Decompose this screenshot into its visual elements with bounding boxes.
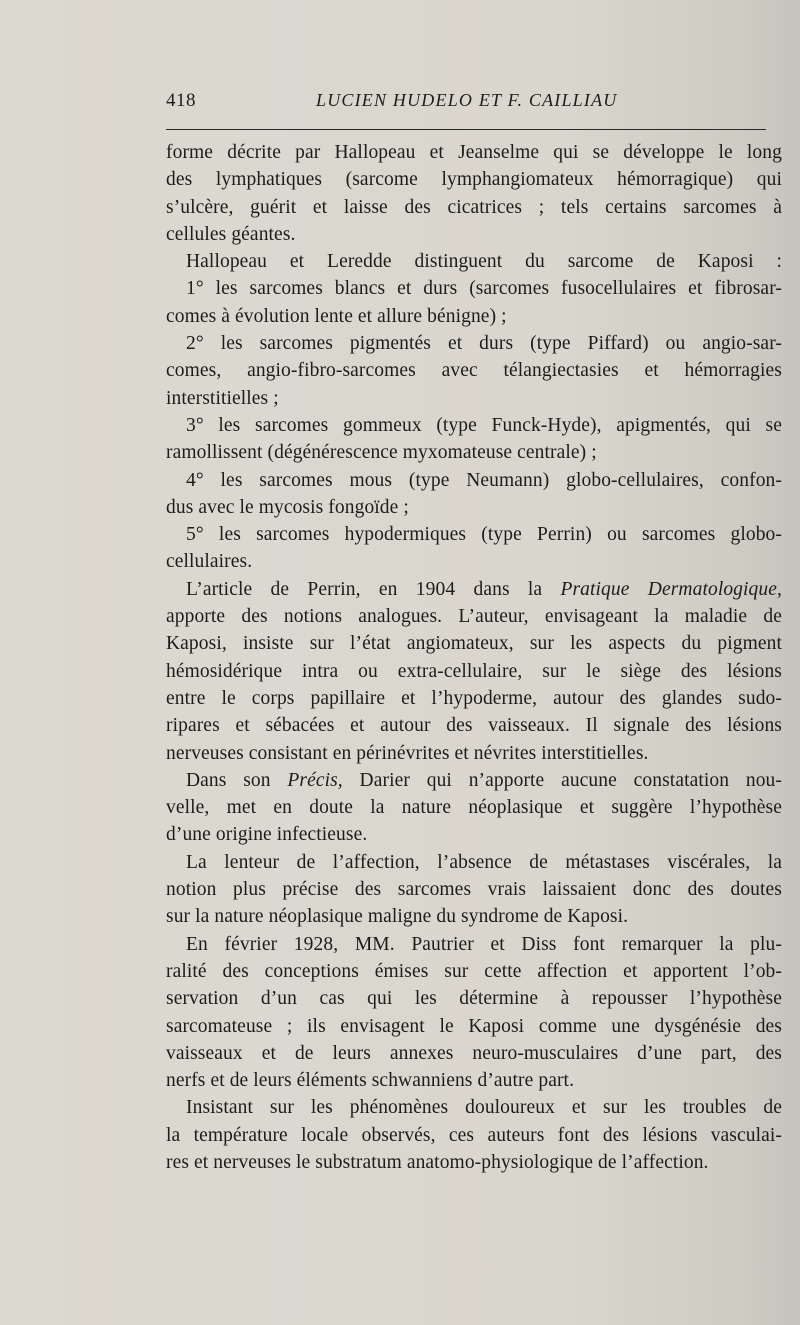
page-header <box>166 90 766 120</box>
text-line: interstitielles ; <box>166 387 279 409</box>
text-line: ralité des conceptions émises sur cette affection et apportent l’ob- <box>166 960 782 982</box>
text-line: comes à évolution lente et allure bénigne) ; <box>166 305 507 327</box>
text-line: des lymphatiques (sarcome lymphangiomateux hémorragique) qui <box>166 169 782 191</box>
text-line: 3° les sarcomes gommeux (type Funck-Hyde), apigmentés, qui se <box>186 414 782 436</box>
text-line: Kaposi, insiste sur l’état angiomateux, sur les aspects du pigment <box>166 633 782 655</box>
text-line: sarcomateuse ; ils envisagent le Kaposi comme une dysgénésie des <box>166 1015 782 1037</box>
text-line: En février 1928, MM. Pautrier et Diss font remarquer la plu- <box>186 933 782 955</box>
text-run: L’article de Perrin, en 1904 dans la <box>186 578 561 600</box>
text-line: ripares et sébacées et autour des vaisseaux. Il signale des lésions <box>166 715 782 737</box>
text-line: 5° les sarcomes hypodermiques (type Perrin) ou sarcomes globo- <box>186 524 782 546</box>
running-head: LUCIEN HUDELO ET F. CAILLIAU <box>316 90 618 110</box>
text-line: entre le corps papillaire et l’hypoderme, autour des glandes sudo- <box>166 687 782 709</box>
text-line: s’ulcère, guérit et laisse des cicatrices ; tels certains sarcomes à <box>166 196 782 218</box>
text-line: res et nerveuses le substratum anatomo-physiologique de l’affection. <box>166 1151 709 1173</box>
text-run: Darier qui n’apporte aucune constatation nou- <box>342 769 782 791</box>
text-line: 1° les sarcomes blancs et durs (sarcomes fusocellulaires et fibrosar- <box>186 278 782 300</box>
text-run: Dans son <box>186 769 288 791</box>
text-line <box>166 576 782 603</box>
text-line <box>166 767 782 794</box>
text-line: cellulaires. <box>166 551 253 573</box>
text-line: 2° les sarcomes pigmentés et durs (type Piffard) ou angio-sar- <box>186 333 782 355</box>
text-line: vaisseaux et de leurs annexes neuro-musculaires d’une part, des <box>166 1042 782 1064</box>
text-line: nerfs et de leurs éléments schwanniens d’autre part. <box>166 1070 575 1092</box>
italic-title: Pratique Dermatologique, <box>560 578 782 600</box>
header-rule <box>166 129 766 130</box>
italic-title: Précis, <box>287 769 343 791</box>
text-line: comes, angio-fibro-sarcomes avec télangiectasies et hémorragies <box>166 360 782 382</box>
text-line: servation d’un cas qui les détermine à repousser l’hypothèse <box>166 988 782 1010</box>
text-line: La lenteur de l’affection, l’absence de métastases viscérales, la <box>186 851 782 873</box>
text-line: hémosidérique intra ou extra-cellulaire, sur le siège des lésions <box>166 660 782 682</box>
text-line: la température locale observés, ces auteurs font des lésions vasculai- <box>166 1124 782 1146</box>
text-line: cellules géantes. <box>166 223 296 245</box>
text-line: dus avec le mycosis fongoïde ; <box>166 496 409 518</box>
text-line: nerveuses consistant en périnévrites et névrites interstitielles. <box>166 742 649 764</box>
text-line: Insistant sur les phénomènes douloureux et sur les troubles de <box>186 1097 782 1119</box>
text-line: notion plus précise des sarcomes vrais laissaient donc des doutes <box>166 879 782 901</box>
body-text <box>166 139 782 1176</box>
text-line: forme décrite par Hallopeau et Jeanselme qui se développe le long <box>166 142 782 163</box>
text-line: velle, met en doute la nature néoplasique et suggère l’hypothèse <box>166 797 782 819</box>
text-line: ramollissent (dégénérescence myxomateuse centrale) ; <box>166 442 597 464</box>
text-line: Hallopeau et Leredde distinguent du sarcome de Kaposi : <box>186 251 782 273</box>
text-line: apporte des notions analogues. L’auteur, envisageant la maladie de <box>166 606 782 628</box>
text-line: 4° les sarcomes mous (type Neumann) globo-cellulaires, confon- <box>186 469 782 491</box>
text-line: d’une origine infectieuse. <box>166 824 368 846</box>
page-number: 418 <box>166 90 196 111</box>
text-line: sur la nature néoplasique maligne du syndrome de Kaposi. <box>166 906 629 928</box>
